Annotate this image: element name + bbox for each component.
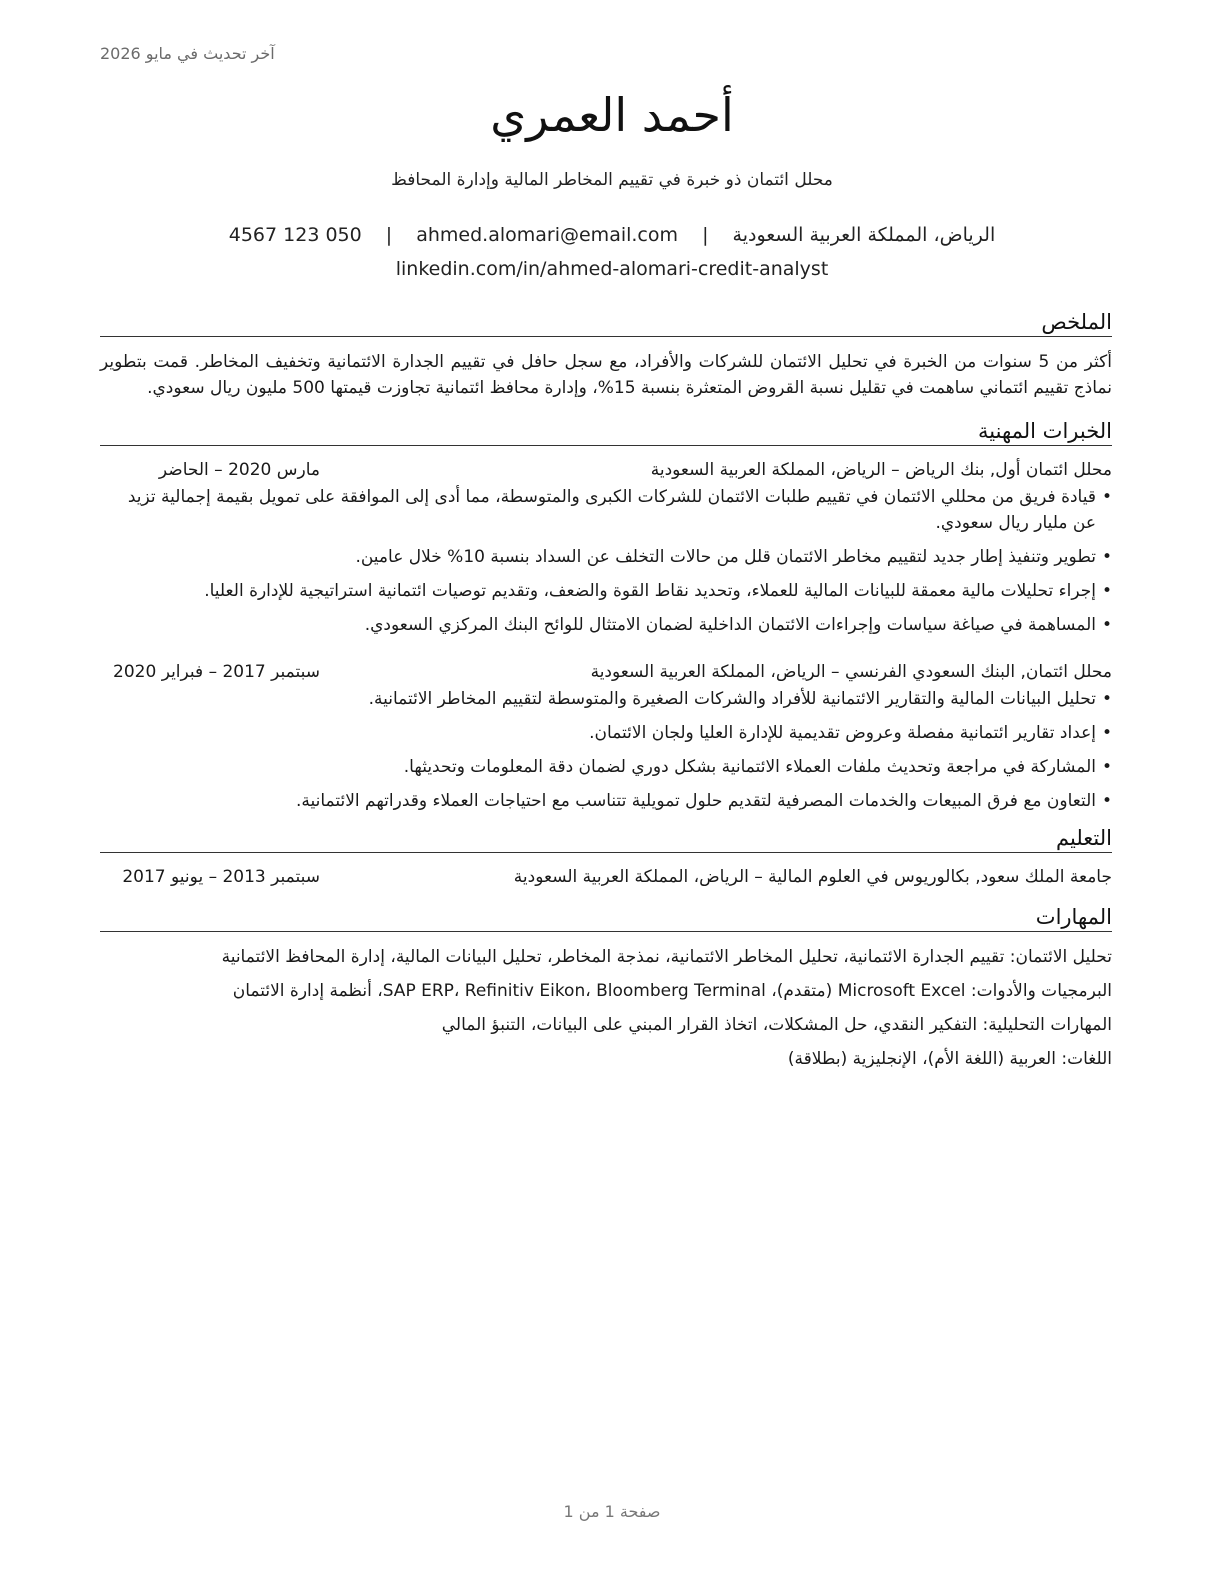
list-item: • إعداد تقارير ائتمانية مفصلة وعروض تقديمية للإدارة العليا ولجان الائتمان. <box>100 720 1112 746</box>
list-item: • تحليل البيانات المالية والتقارير الائتمانية للأفراد والشركات الصغيرة والمتوسطة لتقييم المخاطر الائتمانية. <box>100 686 1112 712</box>
education-entry <box>100 865 1112 889</box>
job-entry <box>100 660 1112 814</box>
last-updated-note: آخر تحديث في مايو 2026 <box>100 44 275 63</box>
summary-text: أكثر من 5 سنوات من الخبرة في تحليل الائتمان للشركات والأفراد، مع سجل حافل في تقييم الجدارة الائتمانية وتخفيف المخاطر. قمت بتطوير نماذج تقييم ائتماني ساهمت في تقليل نسبة القروض المتعثرة بنسبة 15%، وإدارة محافظ ائتمانية تجاوزت قيمتها 500 مليون ريال سعودي. <box>100 352 1112 398</box>
job-title: محلل ائتمان أول, بنك الرياض – الرياض، المملكة العربية السعودية <box>650 460 1112 480</box>
resume-body <box>100 310 1112 1080</box>
job-title: محلل ائتمان, البنك السعودي الفرنسي – الرياض، المملكة العربية السعودية <box>590 662 1112 682</box>
candidate-headline: محلل ائتمان ذو خبرة في تقييم المخاطر المالية وإدارة المحافظ <box>391 170 833 190</box>
candidate-name: أحمد العمري <box>490 88 734 142</box>
list-item: • تطوير وتنفيذ إطار جديد لتقييم مخاطر الائتمان قلل من حالات التخلف عن السداد بنسبة 10% خلال عامين. <box>100 544 1112 570</box>
job-entry <box>100 458 1112 638</box>
skill-line: تحليل الائتمان: تقييم الجدارة الائتمانية، تحليل المخاطر الائتمانية، نمذجة المخاطر، تحليل البيانات المالية، إدارة المحافظ الائتمانية <box>221 947 1112 967</box>
phone-number: 4567 123 050 <box>228 224 362 246</box>
skills-list <box>100 944 1112 1072</box>
skill-line: اللغات: العربية (اللغة الأم)، الإنجليزية (بطلاقة) <box>787 1049 1112 1069</box>
contact-separator: | <box>702 224 709 246</box>
list-item: • المشاركة في مراجعة وتحديث ملفات العملاء الائتمانية بشكل دوري لضمان دقة المعلومات وتحديثها. <box>100 754 1112 780</box>
email-link[interactable]: ahmed.alomari@email.com <box>416 224 679 246</box>
education-date: سبتمبر 2013 – يونيو 2017 <box>122 867 320 887</box>
job-header <box>100 660 1112 684</box>
job-header <box>100 458 1112 482</box>
job-bullets <box>100 484 1112 638</box>
list-item: • قيادة فريق من محللي الائتمان في تقييم طلبات الائتمان للشركات الكبرى والمتوسطة، مما أدى إلى الموافقة على تمويل بقيمة إجمالية تزيد عن مليار ريال سعودي. <box>100 484 1112 536</box>
job-date: سبتمبر 2017 – فبراير 2020 <box>113 662 320 682</box>
list-item: • إجراء تحليلات مالية معمقة للبيانات المالية للعملاء، وتحديد نقاط القوة والضعف، وتقديم توصيات ائتمانية استراتيجية للإدارة العليا. <box>100 578 1112 604</box>
section-title-summary: الملخص <box>100 310 1112 337</box>
contact-info <box>0 224 1224 246</box>
section-title-skills: المهارات <box>100 905 1112 932</box>
list-item: • التعاون مع فرق المبيعات والخدمات المصرفية لتقديم حلول تمويلية تتناسب مع احتياجات العملاء وقدراتهم الائتمانية. <box>100 788 1112 814</box>
page-number: صفحة 1 من 1 <box>563 1502 661 1521</box>
location-text: الرياض، المملكة العربية السعودية <box>732 224 996 246</box>
list-item: • المساهمة في صياغة سياسات وإجراءات الائتمان الداخلية لضمان الامتثال للوائح البنك المركزي السعودي. <box>100 612 1112 638</box>
education-title: جامعة الملك سعود, بكالوريوس في العلوم المالية – الرياض، المملكة العربية السعودية <box>513 867 1112 887</box>
section-title-education: التعليم <box>100 826 1112 853</box>
skill-line: المهارات التحليلية: التفكير النقدي، حل المشكلات، اتخاذ القرار المبني على البيانات، التنبؤ المالي <box>441 1015 1112 1035</box>
job-bullets <box>100 686 1112 814</box>
section-title-experience: الخبرات المهنية <box>100 419 1112 446</box>
job-date: مارس 2020 – الحاضر <box>158 460 320 480</box>
contact-separator: | <box>385 224 393 246</box>
linkedin-url[interactable]: linkedin.com/in/ahmed-alomari-credit-analyst <box>395 258 829 280</box>
skill-line: البرمجيات والأدوات: Microsoft Excel (متقدم)، SAP ERP، Refinitiv Eikon، Bloomberg Terminal، أنظمة إدارة الائتمان <box>232 981 1112 1001</box>
linkedin-link[interactable] <box>0 258 1224 280</box>
